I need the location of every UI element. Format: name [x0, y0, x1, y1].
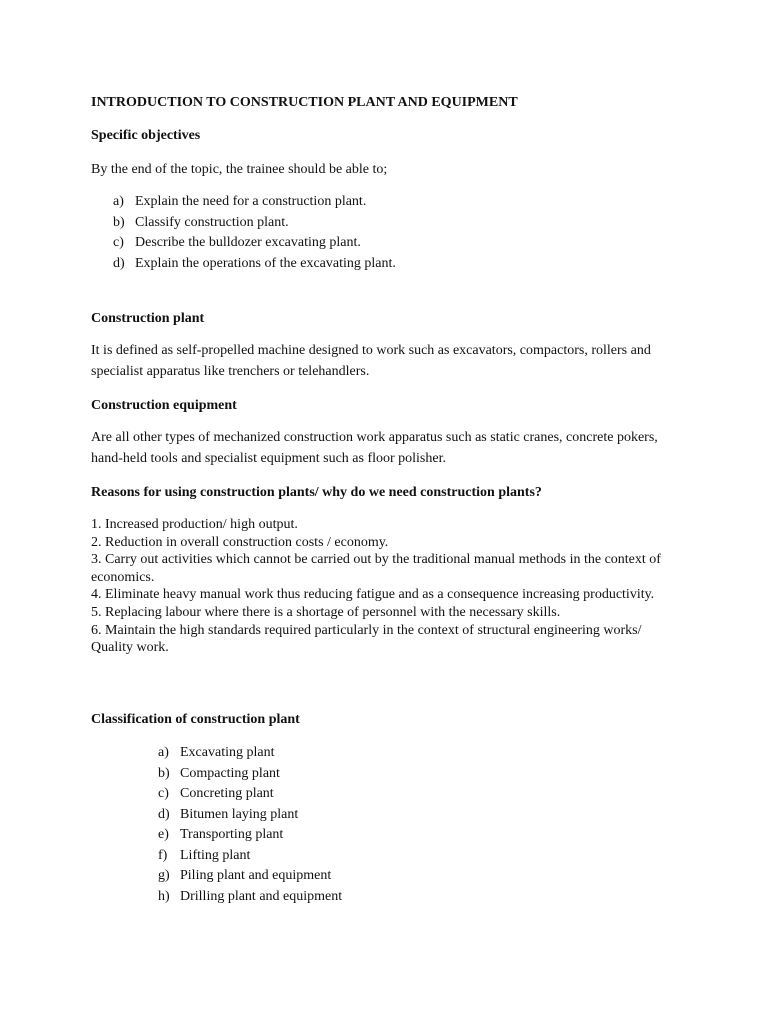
- construction-equipment-body: Are all other types of mechanized construction work apparatus such as static cranes, concrete pokers, hand-held tools and specialist equipment such as floor polisher.: [91, 430, 658, 466]
- list-item-text: Excavating plant: [180, 745, 275, 760]
- list-item: [113, 213, 396, 234]
- list-marker: c): [158, 786, 169, 801]
- list-item: [158, 805, 342, 826]
- list-marker: a): [113, 194, 124, 209]
- reason-item: 2. Reduction in overall construction costs / economy.: [91, 534, 389, 550]
- classification-heading: Classification of construction plant: [91, 712, 300, 727]
- reason-item: 6. Maintain the high standards required particularly in the context of structural engineering works/ Quality work.: [91, 622, 642, 656]
- list-item-text: Compacting plant: [180, 765, 280, 781]
- list-marker: f): [158, 847, 168, 863]
- list-item: [158, 825, 342, 846]
- construction-plant-heading: Construction plant: [91, 311, 205, 326]
- list-item-text: Concreting plant: [180, 786, 274, 801]
- list-item-text: Classify construction plant.: [135, 214, 289, 230]
- list-item: [158, 743, 342, 764]
- list-item: [158, 846, 342, 867]
- list-item: [158, 784, 342, 805]
- list-item: [113, 254, 396, 275]
- list-item: [158, 764, 342, 785]
- list-item: [158, 866, 342, 887]
- list-marker: b): [113, 214, 125, 230]
- reasons-list: [91, 516, 681, 657]
- objectives-heading: Specific objectives: [91, 128, 201, 143]
- classification-list: [158, 743, 342, 907]
- list-item-text: Describe the bulldozer excavating plant.: [135, 235, 361, 250]
- list-item: [113, 233, 396, 254]
- list-item-text: Transporting plant: [180, 827, 284, 842]
- objectives-intro: By the end of the topic, the trainee should be able to;: [91, 162, 388, 177]
- document-title: INTRODUCTION TO CONSTRUCTION PLANT AND EQUIPMENT: [91, 95, 518, 110]
- list-marker: g): [158, 868, 170, 883]
- construction-plant-body: It is defined as self-propelled machine designed to work such as excavators, compactors, rollers and specialist apparatus like trenchers or telehandlers.: [91, 343, 651, 379]
- reason-item: 4. Eliminate heavy manual work thus reducing fatigue and as a consequence increasing productivity.: [91, 587, 655, 603]
- list-item: [158, 887, 342, 908]
- list-marker: d): [158, 806, 170, 822]
- list-item-text: Drilling plant and equipment: [180, 888, 343, 904]
- list-marker: c): [113, 235, 124, 250]
- list-marker: e): [158, 827, 169, 842]
- reason-item: 1. Increased production/ high output.: [91, 517, 298, 532]
- list-item-text: Explain the need for a construction plant.: [135, 194, 367, 209]
- list-item-text: Explain the operations of the excavating plant.: [135, 255, 396, 271]
- objectives-list: [113, 192, 396, 274]
- list-item-text: Piling plant and equipment: [180, 868, 332, 883]
- list-item: [113, 192, 396, 213]
- list-item-text: Lifting plant: [180, 847, 251, 863]
- reasons-heading: Reasons for using construction plants/ why do we need construction plants?: [91, 485, 542, 500]
- list-marker: d): [113, 255, 125, 271]
- list-marker: a): [158, 745, 169, 760]
- list-marker: h): [158, 888, 170, 904]
- list-item-text: Bitumen laying plant: [180, 806, 299, 822]
- reason-item: 5. Replacing labour where there is a shortage of personnel with the necessary skills.: [91, 604, 561, 620]
- reason-item: 3. Carry out activities which cannot be carried out by the traditional manual methods in the context of economics.: [91, 552, 661, 585]
- construction-equipment-heading: Construction equipment: [91, 398, 237, 413]
- list-marker: b): [158, 765, 170, 781]
